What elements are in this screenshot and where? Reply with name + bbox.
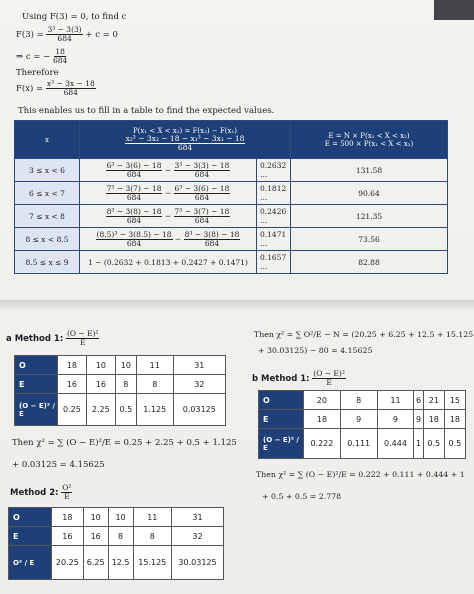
table-row bbox=[9, 527, 224, 546]
row-head: O bbox=[259, 391, 304, 410]
table-row bbox=[15, 159, 448, 182]
table-row bbox=[15, 228, 448, 251]
table-row bbox=[15, 375, 226, 394]
cell: 9 bbox=[414, 410, 423, 429]
cell: 8 bbox=[133, 527, 171, 546]
cell: 6.25 bbox=[83, 546, 108, 580]
cell: 10 bbox=[108, 508, 133, 527]
cell: 20 bbox=[304, 391, 341, 410]
expected-cell: 90.64 bbox=[291, 182, 448, 205]
cell: 11 bbox=[133, 508, 171, 527]
interval-cell: 3 ≤ x < 6 bbox=[15, 159, 80, 182]
method-b-chi-line2: + 0.5 + 0.5 = 2.778 bbox=[262, 492, 342, 501]
cell: 10 bbox=[115, 356, 136, 375]
cell: 32 bbox=[172, 527, 224, 546]
cell: 6 bbox=[414, 391, 423, 410]
table-row bbox=[9, 546, 224, 580]
method-b-table bbox=[258, 390, 466, 459]
expression-cell: $\frac{\text{(8.5)³ − 3(8.5) − 18}}{684}$ − $\frac{\text{8³ − 3(8) − 18}}{684}$ bbox=[80, 228, 257, 251]
therefore-label: Therefore bbox=[16, 68, 59, 78]
method-2-table bbox=[8, 507, 224, 580]
cell: 0.111 bbox=[340, 429, 377, 459]
cell: 15.125 bbox=[133, 546, 171, 580]
row-head: O² / E bbox=[9, 546, 52, 580]
cell: 2.25 bbox=[86, 394, 115, 426]
cell: 18 bbox=[52, 508, 84, 527]
method-2-heading: Method 2: $\frac{\text{O²}}{E}$ bbox=[10, 483, 72, 501]
table-row bbox=[259, 410, 466, 429]
probability-cell: 0.1812 … bbox=[257, 182, 291, 205]
row-head: (O − E)² / E bbox=[15, 394, 58, 426]
method-a-chi-line1: Then χ² = ∑ (O − E)²/E = 0.25 + 2.25 + 0.5 + 1.125 bbox=[12, 438, 237, 448]
expression-cell: 1 − (0.2632 + 0.1813 + 0.2427 + 0.1471) bbox=[80, 251, 257, 274]
expected-cell: 82.88 bbox=[291, 251, 448, 274]
row-head: (O − E)² / E bbox=[259, 429, 304, 459]
cell: 18 bbox=[423, 410, 444, 429]
cell: 8 bbox=[340, 391, 377, 410]
interval-cell: 8 ≤ x < 8.5 bbox=[15, 228, 80, 251]
method-2-chi-line2: + 30.03125) − 80 = 4.15625 bbox=[258, 346, 373, 355]
cell: 30.03125 bbox=[172, 546, 224, 580]
header-x: x bbox=[15, 121, 80, 159]
expected-cell: 73.56 bbox=[291, 228, 448, 251]
cell: 9 bbox=[377, 410, 414, 429]
cell: 0.5 bbox=[423, 429, 444, 459]
using-line: Using F(3) = 0, to find c bbox=[22, 12, 127, 22]
table-row bbox=[15, 205, 448, 228]
cell: 16 bbox=[86, 375, 115, 394]
cell: 8 bbox=[136, 375, 173, 394]
c-equation: ⇒ c = − $\frac{18}{684}$ bbox=[16, 47, 68, 65]
expression-cell: $\frac{\text{6³ − 3(6) − 18}}{684}$ − $\frac{\text{3³ − 3(3) − 18}}{684}$ bbox=[80, 159, 257, 182]
cell: 0.5 bbox=[115, 394, 136, 426]
cell: 21 bbox=[423, 391, 444, 410]
row-head: O bbox=[15, 356, 58, 375]
page-fold-band bbox=[0, 300, 474, 310]
method-a-heading: a Method 1: $\frac{\text{(O − E)²}}{E}$ bbox=[6, 329, 99, 347]
cell: 12.5 bbox=[108, 546, 133, 580]
cell: 16 bbox=[83, 527, 108, 546]
cell: 0.222 bbox=[304, 429, 341, 459]
cell: 18 bbox=[304, 410, 341, 429]
probability-cell: 0.1471 … bbox=[257, 228, 291, 251]
cell: 18 bbox=[444, 410, 465, 429]
header-expected: E = N × P(x₁ < X < x₂) E = 500 × P(x₁ < X < x₂) bbox=[291, 121, 448, 159]
f3-equation: F(3) = $\frac{\text{3³ − 3(3)}}{684}$ + c = 0 bbox=[16, 25, 118, 43]
cell: 1 bbox=[414, 429, 423, 459]
probability-cell: 0.2426 … bbox=[257, 205, 291, 228]
intro-sentence: This enables us to fill in a table to find the expected values. bbox=[18, 106, 275, 116]
cell: 9 bbox=[340, 410, 377, 429]
table-row bbox=[15, 182, 448, 205]
cell: 31 bbox=[172, 508, 224, 527]
cell: 10 bbox=[83, 508, 108, 527]
table-row bbox=[15, 356, 226, 375]
expression-cell: $\frac{\text{7³ − 3(7) − 18}}{684}$ − $\frac{\text{6³ − 3(6) − 18}}{684}$ bbox=[80, 182, 257, 205]
table-row bbox=[259, 391, 466, 410]
expected-values-table bbox=[14, 120, 448, 274]
table-row bbox=[15, 251, 448, 274]
cell: 8 bbox=[108, 527, 133, 546]
method-2-chi-line1: Then χ² = ∑ O²/E − N = (20.25 + 6.25 + 12.5 + 15.125 bbox=[254, 330, 474, 339]
cell: 0.5 bbox=[444, 429, 465, 459]
interval-cell: 7 ≤ x < 8 bbox=[15, 205, 80, 228]
method-b-heading: b Method 1: $\frac{\text{(O − E)²}}{E}$ bbox=[252, 369, 345, 387]
row-head: O bbox=[9, 508, 52, 527]
row-head: E bbox=[259, 410, 304, 429]
probability-cell: 0.2632 … bbox=[257, 159, 291, 182]
cell: 32 bbox=[173, 375, 225, 394]
header-probability: P(x₁ < X < x₂) = F(x₂) − F(x₁) $\frac{\text{x₂³ − 3x₂ − 18 − x₁³ − 3x₁ − 18}}{684}$ bbox=[80, 121, 291, 159]
cell: 31 bbox=[173, 356, 225, 375]
table-row bbox=[259, 429, 466, 459]
row-head: E bbox=[9, 527, 52, 546]
method-b-chi-line1: Then χ² = ∑ (O − E)²/E = 0.222 + 0.111 + 0.444 + 1 bbox=[256, 470, 465, 479]
cell: 20.25 bbox=[52, 546, 84, 580]
method-a-chi-line2: + 0.03125 = 4.15625 bbox=[12, 460, 105, 470]
table-row bbox=[9, 508, 224, 527]
method-a-table bbox=[14, 355, 226, 426]
cell: 16 bbox=[52, 527, 84, 546]
interval-cell: 6 ≤ x < 7 bbox=[15, 182, 80, 205]
expected-cell: 131.58 bbox=[291, 159, 448, 182]
cell: 11 bbox=[136, 356, 173, 375]
fx-equation: F(x) = $\frac{\text{x³ − 3x − 18}}{684}$ bbox=[16, 79, 95, 97]
expression-cell: $\frac{\text{8³ − 3(8) − 18}}{684}$ − $\frac{\text{7³ − 3(7) − 18}}{684}$ bbox=[80, 205, 257, 228]
expected-cell: 121.35 bbox=[291, 205, 448, 228]
cell: 18 bbox=[58, 356, 87, 375]
cell: 0.03125 bbox=[173, 394, 225, 426]
cell: 15 bbox=[444, 391, 465, 410]
dark-background-corner bbox=[434, 0, 474, 20]
row-head: E bbox=[15, 375, 58, 394]
table-row bbox=[15, 394, 226, 426]
interval-cell: 8.5 ≤ x ≤ 9 bbox=[15, 251, 80, 274]
probability-cell: 0.1657 … bbox=[257, 251, 291, 274]
cell: 8 bbox=[115, 375, 136, 394]
cell: 0.444 bbox=[377, 429, 414, 459]
cell: 1.125 bbox=[136, 394, 173, 426]
cell: 10 bbox=[86, 356, 115, 375]
cell: 16 bbox=[58, 375, 87, 394]
cell: 0.25 bbox=[58, 394, 87, 426]
cell: 11 bbox=[377, 391, 414, 410]
